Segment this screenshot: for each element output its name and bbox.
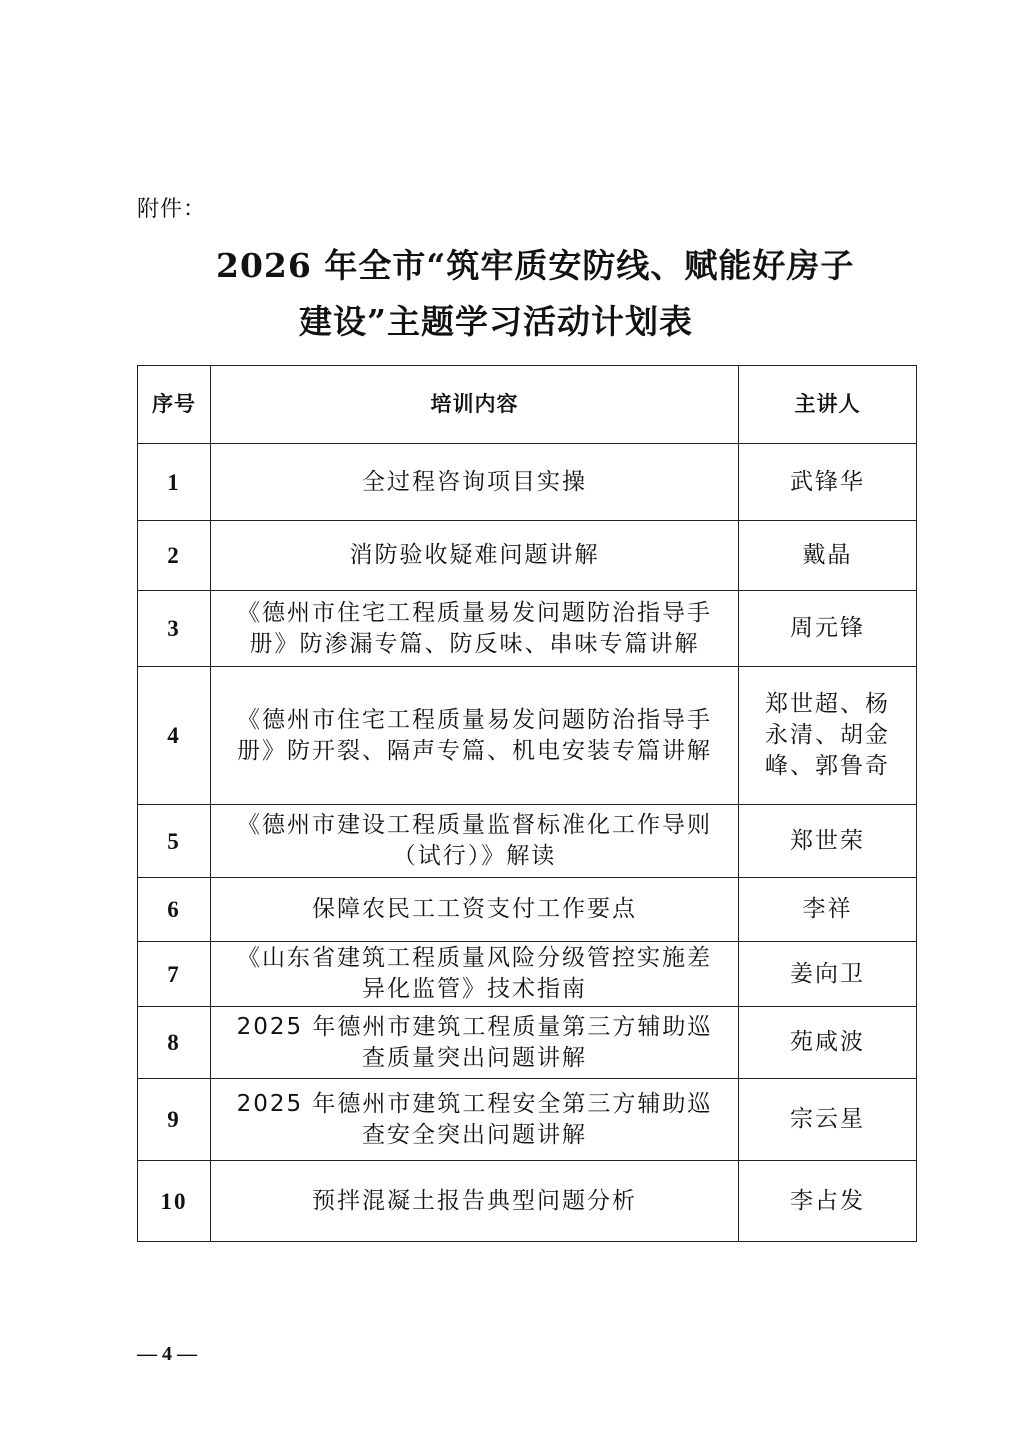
row-number: 1 bbox=[138, 444, 211, 521]
row-content: 2025 年德州市建筑工程质量第三方辅助巡查质量突出问题讲解 bbox=[211, 1007, 739, 1079]
row-speaker: 苑咸波 bbox=[739, 1007, 917, 1079]
table-row bbox=[138, 805, 917, 878]
row-number: 2 bbox=[138, 521, 211, 591]
row-speaker: 郑世超、杨永清、胡金峰、郭鲁奇 bbox=[739, 667, 917, 805]
document-title-line-2: 建设”主题学习活动计划表 bbox=[299, 302, 693, 341]
row-speaker: 宗云星 bbox=[739, 1079, 917, 1161]
row-number: 3 bbox=[138, 591, 211, 667]
row-speaker: 武锋华 bbox=[739, 444, 917, 521]
table-row bbox=[138, 942, 917, 1007]
table-row bbox=[138, 521, 917, 591]
table-row bbox=[138, 1079, 917, 1161]
table-row bbox=[138, 444, 917, 521]
row-content: 《德州市住宅工程质量易发问题防治指导手册》防开裂、隔声专篇、机电安装专篇讲解 bbox=[211, 667, 739, 805]
row-content: 消防验收疑难问题讲解 bbox=[211, 521, 739, 591]
table-row bbox=[138, 878, 917, 942]
row-speaker: 郑世荣 bbox=[739, 805, 917, 878]
header-speaker: 主讲人 bbox=[739, 366, 917, 444]
row-speaker: 李占发 bbox=[739, 1161, 917, 1242]
page-number: — 4 — bbox=[137, 1343, 197, 1365]
table-row bbox=[138, 591, 917, 667]
row-speaker: 李祥 bbox=[739, 878, 917, 942]
row-number: 6 bbox=[138, 878, 211, 942]
table-row bbox=[138, 667, 917, 805]
row-number: 7 bbox=[138, 942, 211, 1007]
row-content: 预拌混凝土报告典型问题分析 bbox=[211, 1161, 739, 1242]
table-row bbox=[138, 1007, 917, 1079]
study-plan-table bbox=[137, 365, 917, 1242]
row-number: 8 bbox=[138, 1007, 211, 1079]
row-number: 10 bbox=[138, 1161, 211, 1242]
row-content: 2025 年德州市建筑工程安全第三方辅助巡查安全突出问题讲解 bbox=[211, 1079, 739, 1161]
table-header-row bbox=[138, 366, 917, 444]
row-content: 《德州市建设工程质量监督标准化工作导则（试行）》解读 bbox=[211, 805, 739, 878]
row-content: 《山东省建筑工程质量风险分级管控实施差异化监管》技术指南 bbox=[211, 942, 739, 1007]
row-number: 9 bbox=[138, 1079, 211, 1161]
attachment-label: 附件： bbox=[137, 197, 207, 222]
row-content: 《德州市住宅工程质量易发问题防治指导手册》防渗漏专篇、防反味、串味专篇讲解 bbox=[211, 591, 739, 667]
row-speaker: 姜向卫 bbox=[739, 942, 917, 1007]
row-number: 4 bbox=[138, 667, 211, 805]
header-number: 序号 bbox=[138, 366, 211, 444]
row-speaker: 周元锋 bbox=[739, 591, 917, 667]
row-content: 保障农民工工资支付工作要点 bbox=[211, 878, 739, 942]
row-speaker: 戴晶 bbox=[739, 521, 917, 591]
header-content: 培训内容 bbox=[211, 366, 739, 444]
row-content: 全过程咨询项目实操 bbox=[211, 444, 739, 521]
table-row bbox=[138, 1161, 917, 1242]
document-title-line-1: 2026 年全市“筑牢质安防线、赋能好房子 bbox=[216, 246, 855, 285]
row-number: 5 bbox=[138, 805, 211, 878]
